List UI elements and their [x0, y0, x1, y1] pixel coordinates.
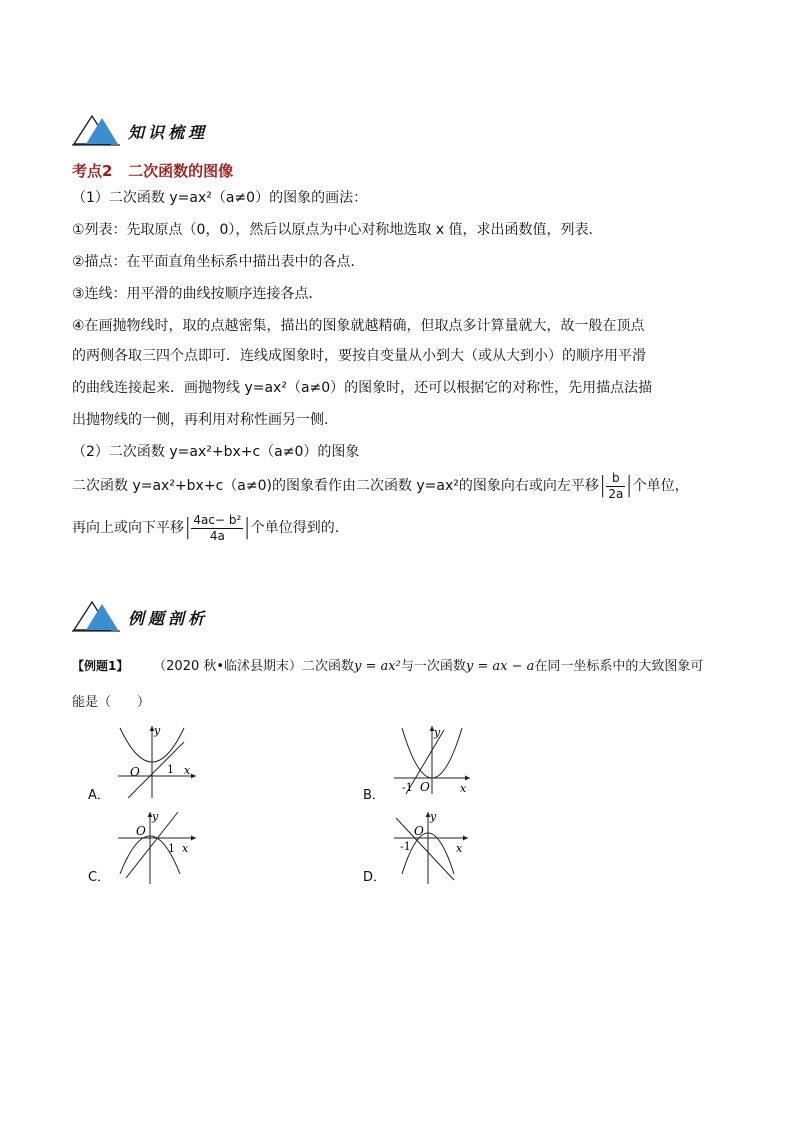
y-label: y [430, 810, 437, 823]
section-title: 例题剖析 [128, 609, 209, 628]
option-d-label[interactable]: D． [363, 870, 387, 885]
frac-numerator: 4ac− b² [193, 512, 242, 527]
paragraph-7: 的曲线连接起来．画抛物线 y=ax²（a≠0）的图象时，还可以根据它的对称性，先用描点法描 [72, 380, 653, 396]
x-axis-arrow-icon [191, 774, 196, 779]
example-question-line2: 能是（ ） [72, 695, 151, 710]
paragraph-9: （2）二次函数 y=ax²+bx+c（a≠0）的图象 [72, 444, 360, 460]
frac-numerator: b [606, 471, 625, 487]
x-label: x [456, 842, 463, 855]
paragraph-6: 的两侧各取三四个点即可．连线成图象时，要按自变量从小到大（或从大到小）的顺序用平滑 [72, 348, 646, 364]
origin-label: O [414, 824, 424, 838]
p10-text-after: 个单位， [632, 478, 689, 494]
section-title: 知识梳理 [128, 123, 209, 142]
option-a-graph [112, 722, 202, 802]
example-mid: 与一次函数 [400, 659, 466, 674]
option-b-graph [388, 722, 478, 802]
x-axis-arrow-icon [463, 836, 468, 841]
abs-bar-right: | [243, 515, 251, 540]
x-axis-arrow-icon [191, 836, 196, 841]
p11-text-before: 再向上或向下平移 [72, 520, 184, 536]
fraction-b-over-2a [606, 471, 625, 502]
x-label: x [182, 842, 189, 855]
example-source: （2020 秋•临沭县期末）二次函数 [153, 659, 355, 674]
option-d-graph [388, 808, 478, 888]
y-label: y [154, 724, 161, 737]
formula-linear: y = ax − a [465, 659, 535, 674]
abs-bar-right: | [625, 473, 633, 498]
paragraph-4: ③连线：用平滑的曲线按顺序连接各点． [72, 286, 323, 302]
formula-quadratic: y = ax² [354, 659, 401, 674]
p10-text-before: 二次函数 y=ax²+bx+c（a≠0)的图象看作由二次函数 y=ax²的图象向右或向左平移 [72, 478, 599, 494]
paragraph-2: ①列表：先取原点（0，0），然后以原点为中心对称地选取 x 值，求出函数值，列表． [72, 222, 603, 238]
x-label: x [460, 782, 467, 795]
triangle-logo-icon [72, 598, 122, 632]
triangle-logo-icon [72, 112, 122, 146]
abs-bar-left: | [184, 515, 192, 540]
tick-label: 1 [168, 842, 175, 855]
tick-label: -1 [400, 840, 411, 853]
abs-bar-left: | [598, 473, 607, 498]
paragraph-8: 出抛物线的一侧，再利用对称性画另一侧． [72, 412, 338, 428]
paragraph-5: ④在画抛物线时，取的点越密集，描出的图象就越精确，但取点多计算量就大，故一般在顶点 [72, 318, 645, 334]
paragraph-1: （1）二次函数 y=ax²（a≠0）的图象的画法： [72, 190, 368, 206]
origin-label: O [420, 780, 430, 794]
frac-denominator: 4a [209, 528, 225, 543]
paragraph-10 [72, 466, 722, 506]
fraction-vertical-shift [191, 513, 243, 544]
origin-label: O [136, 824, 146, 838]
tick-label: -1 [402, 781, 413, 794]
example-tag: 【例题1】 [72, 659, 129, 673]
option-c-graph [112, 808, 202, 888]
example-question-line1 [72, 655, 703, 674]
section-header-examples [72, 598, 372, 638]
tick-label: 1 [167, 763, 174, 776]
kaodian-title: 二次函数的图像 [128, 162, 234, 180]
paragraph-11 [72, 508, 722, 548]
option-c-label[interactable]: C． [88, 870, 111, 885]
x-label: x [184, 764, 191, 777]
paragraph-3: ②描点：在平面直角坐标系中描出表中的各点． [72, 254, 365, 270]
x-axis-arrow-icon [465, 776, 470, 781]
kaodian-label: 考点2 [72, 162, 113, 180]
frac-denominator: 2a [608, 486, 624, 501]
section-header-knowledge [72, 112, 372, 152]
option-a-label[interactable]: A． [88, 788, 110, 803]
kaodian-heading [72, 160, 233, 181]
option-b-label[interactable]: B． [363, 788, 385, 803]
origin-label: O [130, 765, 140, 779]
p11-text-after: 个单位得到的. [250, 520, 340, 536]
y-label: y [152, 810, 159, 823]
example-tail: 在同一坐标系中的大致图象可 [534, 659, 704, 674]
y-label: y [434, 726, 441, 739]
